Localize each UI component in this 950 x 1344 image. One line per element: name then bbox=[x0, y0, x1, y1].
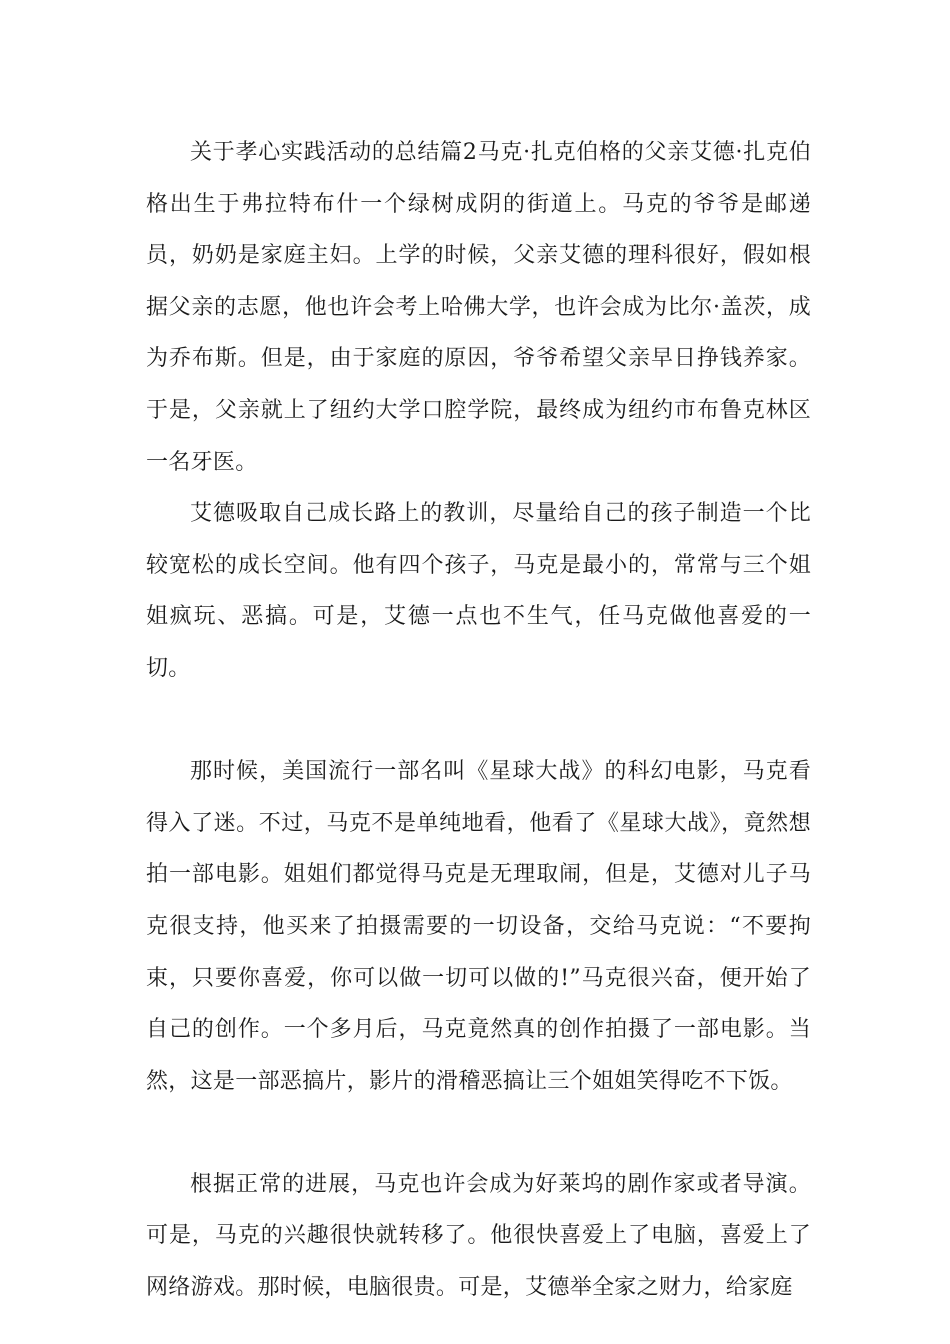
paragraph-3: 那时候，美国流行一部名叫《星球大战》的科幻电影，马克看得入了迷。不过，马克不是单纯地看，他看了《星球大战》，竟然想拍一部电影。姐姐们都觉得马克是无理取闹，但是，艾德对儿子马克很支持，他买来了拍摄需要的一切设备，交给马克说：“不要拘束，只要你喜爱，你可以做一切可以做的!”马克很兴奋，便开始了自己的创作。一个多月后，马克竟然真的创作拍摄了一部电影。当然，这是一部恶搞片，影片的滑稽恶搞让三个姐姐笑得吃不下饭。 bbox=[146, 759, 811, 1094]
paragraph-spacer bbox=[146, 1107, 811, 1159]
paragraph-spacer bbox=[146, 695, 811, 747]
document-body bbox=[146, 127, 811, 1314]
paragraph-4: 根据正常的进展，马克也许会成为好莱坞的剧作家或者导演。可是，马克的兴趣很快就转移了。他很快喜爱上了电脑，喜爱上了网络游戏。那时候，电脑很贵。可是，艾德举全家之财力，给家庭 bbox=[146, 1171, 811, 1301]
paragraph-1: 关于孝心实践活动的总结篇2马克·扎克伯格的父亲艾德·扎克伯格出生于弗拉特布什一个绿树成阴的街道上。马克的爷爷是邮递员，奶奶是家庭主妇。上学的时候，父亲艾德的理科很好，假如根据父亲的志愿，他也许会考上哈佛大学，也许会成为比尔·盖茨，成为乔布斯。但是，由于家庭的原因，爷爷希望父亲早日挣钱养家。于是，父亲就上了纽约大学口腔学院，最终成为纽约市布鲁克林区一名牙医。 bbox=[146, 140, 811, 475]
paragraph-2: 艾德吸取自己成长路上的教训，尽量给自己的孩子制造一个比较宽松的成长空间。他有四个孩子，马克是最小的，常常与三个姐姐疯玩、恶搞。可是，艾德一点也不生气，任马克做他喜爱的一切。 bbox=[146, 501, 811, 681]
